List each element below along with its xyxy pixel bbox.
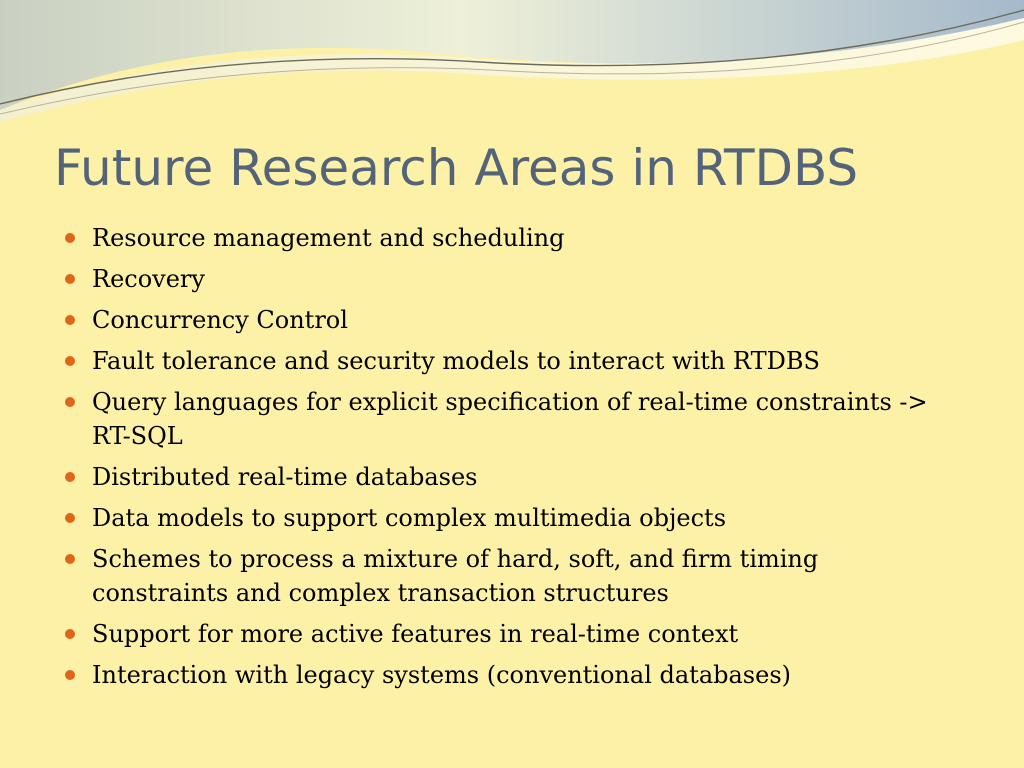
bullet-item bbox=[64, 303, 944, 337]
bullet-text: Data models to support complex multimedia objects bbox=[92, 504, 727, 532]
bullet-text: Fault tolerance and security models to interact with RTDBS bbox=[92, 347, 820, 375]
bullet-list bbox=[64, 221, 944, 699]
bullet-text: Query languages for explicit specification of real-time constraints -> RT-SQL bbox=[92, 388, 928, 450]
bullet-dot-icon bbox=[65, 513, 75, 523]
bullet-text: Support for more active features in real-time context bbox=[92, 620, 739, 648]
bullet-text: Distributed real-time databases bbox=[92, 463, 478, 491]
bullet-dot-icon bbox=[65, 554, 75, 564]
bullet-dot-icon bbox=[65, 397, 75, 407]
bullet-item bbox=[64, 221, 944, 255]
bullet-text: Interaction with legacy systems (conventional databases) bbox=[92, 661, 791, 689]
decorative-wave-header bbox=[0, 0, 1024, 130]
bullet-dot-icon bbox=[65, 472, 75, 482]
bullet-text: Concurrency Control bbox=[92, 306, 348, 334]
slide-title: Future Research Areas in RTDBS bbox=[54, 139, 859, 197]
bullet-dot-icon bbox=[65, 274, 75, 284]
bullet-text: Resource management and scheduling bbox=[92, 224, 565, 252]
bullet-dot-icon bbox=[65, 356, 75, 366]
bullet-item bbox=[64, 542, 944, 610]
bullet-dot-icon bbox=[65, 670, 75, 680]
bullet-text: Recovery bbox=[92, 265, 205, 293]
bullet-item bbox=[64, 262, 944, 296]
bullet-item bbox=[64, 658, 944, 692]
bullet-item bbox=[64, 385, 944, 453]
bullet-item bbox=[64, 344, 944, 378]
bullet-dot-icon bbox=[65, 629, 75, 639]
bullet-item bbox=[64, 501, 944, 535]
bullet-dot-icon bbox=[65, 315, 75, 325]
bullet-item bbox=[64, 617, 944, 651]
bullet-item bbox=[64, 460, 944, 494]
bullet-text: Schemes to process a mixture of hard, soft, and firm timing constraints and complex transaction structures bbox=[92, 545, 819, 607]
bullet-dot-icon bbox=[65, 233, 75, 243]
